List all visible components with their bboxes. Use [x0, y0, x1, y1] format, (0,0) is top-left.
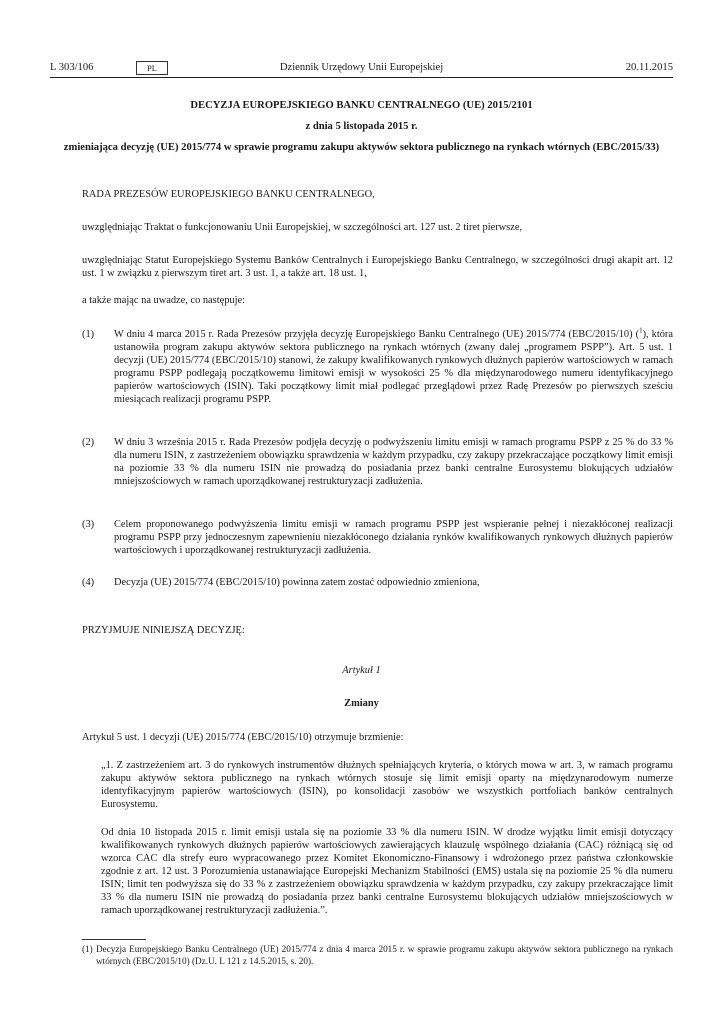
whereas-intro: a także mając na uwadze, co następuje: [82, 295, 245, 306]
recital-text: Celem proponowanego podwyższenia limitu emisji w ramach programu PSPP jest wspieranie pełnej i niezakłóconej realizacji programu PSPP przy jednoczesnym zapewnieniu niezakłóconego działania rynków kwalifikowanych rynkowych dłużnych papierów wartościowych i uporządkowanej restrukturyzacji zadłużenia. [114, 519, 673, 556]
publication-date: 20.11.2015 [625, 62, 673, 73]
recital-number: (1) [82, 329, 95, 340]
decision-subtitle: zmieniająca decyzję (UE) 2015/774 w sprawie programu zakupu aktywów sektora publicznego na rynkach wtórnych (EBC/2015/33) [63, 142, 660, 153]
footnote-divider [82, 939, 146, 940]
adopts-line: PRZYJMUJE NINIEJSZĄ DECYZJĘ: [82, 625, 245, 636]
article-label: Artykuł 1 [342, 665, 381, 676]
amended-paragraph-2: Od dnia 10 listopada 2015 r. limit emisji ustala się na poziomie 33 % dla numeru ISIN. W drodze wyjątku limit emisji dotyczący kwalifikowanych rynkowych dłużnych papierów wartościowych zawierających klauzulę wspólnego działania (CAC) różniącą się od wzorca CAC dla strefy euro wypracowanego przez Komitet Ekonomiczno-Finansowy i wdrożonego przez państwa członkowskie zgodnie z art. 12 ust. 3 Porozumienia ustanawiające Europejski Mechanizm Stabilności (EMS) ustala się na poziomie 25 % dla numeru ISIN; limit ten podwyższa się do 33 % z zastrzeżeniem obowiązku sprawdzenia w każdym przypadku, czy zakupy przekraczające limit 33 % dla numeru ISIN nie prowadzą do posiadania przez banki centralne Eurosystemu blokujących udziałów mniejszościowych w ramach uporządkowanej restrukturyzacji zadłużenia.”. [101, 827, 673, 916]
header-divider [50, 77, 673, 78]
recital-text [114, 328, 673, 406]
journal-reference: L 303/106 [50, 62, 94, 73]
council-line: RADA PREZESÓW EUROPEJSKIEGO BANKU CENTRALNEGO, [82, 189, 375, 200]
having-regard-statute: uwzględniając Statut Europejskiego Systemu Banków Centralnych i Europejskiego Banku Centralnego, w szczególności drugi akapit art. 12 ust. 1 w związku z pierwszym tiret art. 3 ust. 1, a także art. 18 ust. 1, [82, 255, 673, 279]
footnote-reference[interactable]: 1 [639, 326, 643, 335]
decision-title: DECYZJA EUROPEJSKIEGO BANKU CENTRALNEGO (UE) 2015/2101 [190, 100, 533, 111]
recital-number: (3) [82, 519, 95, 530]
having-regard-treaty: uwzględniając Traktat o funkcjonowaniu Unii Europejskiej, w szczególności art. 127 ust. 2 tiret pierwsze, [82, 222, 523, 233]
recital-number: (2) [82, 437, 95, 448]
language-badge: PL [136, 61, 168, 75]
decision-title-block [50, 99, 673, 154]
footnote-text: Decyzja Europejskiego Banku Centralnego (UE) 2015/774 z dnia 4 marca 2015 r. w sprawie programu zakupu aktywów sektora publicznego na rynkach wtórnych (EBC/2015/10) (Dz.U. L 121 z 14.5.2015, s. 20). [96, 944, 673, 966]
recital-number: (4) [82, 577, 95, 588]
footnote-number: (1) [82, 944, 93, 954]
recital-text-part: ), która ustanowiła program zakupu aktywów sektora publicznego na rynkach wtórnych (zwany dalej „programem PSPP”). Art. 5 ust. 1 decyzji (UE) 2015/774 (EBC/2015/10) stanowi, że zakupy kwalifikowanych rynkowych dłużnych papierów wartościowych w ramach programu PSPP podlegają początkowemu limitowi emisji w wysokości 25 % dla międzynarodowego numeru identyfikacyjnego papierów wartościowych (ISIN). Taki początkowy limit miał podlegać przeglądowi przez Radę Prezesów po pierwszych sześciu miesiącach realizacji programu PSPP. [114, 329, 673, 405]
recital-text-part: W dniu 4 marca 2015 r. Rada Prezesów przyjęła decyzję Europejskiego Banku Centralnego (UE) 2015/774 (EBC/2015/10) ( [114, 329, 640, 340]
article-heading: Zmiany [344, 698, 379, 709]
recital-text: W dniu 3 września 2015 r. Rada Prezesów podjęła decyzję o podwyższeniu limitu emisji w ramach programu PSPP z 25 % do 33 % dla numeru ISIN, z zastrzeżeniem obowiązku sprawdzenia w każdym przypadku, czy zakupy przekraczające początkowy limit emisji na poziomie 33 % dla numeru ISIN nie prowadzą do posiadania przez banki centralne Eurosystemu blokujących udziałów mniejszościowych w ramach uporządkowanej restrukturyzacji zadłużenia. [114, 437, 673, 487]
decision-date: z dnia 5 listopada 2015 r. [305, 121, 418, 132]
page-header [50, 62, 673, 78]
recital-text: Decyzja (UE) 2015/774 (EBC/2015/10) powinna zatem zostać odpowiednio zmieniona, [114, 577, 480, 588]
journal-name: Dziennik Urzędowy Unii Europejskiej [279, 62, 444, 73]
amended-paragraph-1: „1. Z zastrzeżeniem art. 3 do rynkowych instrumentów dłużnych spełniających kryteria, o których mowa w art. 3, w ramach programu zakupu aktywów sektora publicznego na rynkach wtórnych stosuje się limit emisji oparty na międzynarodowym numerze identyfikacyjnym papierów wartościowych (ISIN), po konsolidacji zasobów we wszystkich portfoliach banków centralnych Eurosystemu. [101, 760, 673, 810]
article-intro: Artykuł 5 ust. 1 decyzji (UE) 2015/774 (EBC/2015/10) otrzymuje brzmienie: [82, 732, 404, 743]
